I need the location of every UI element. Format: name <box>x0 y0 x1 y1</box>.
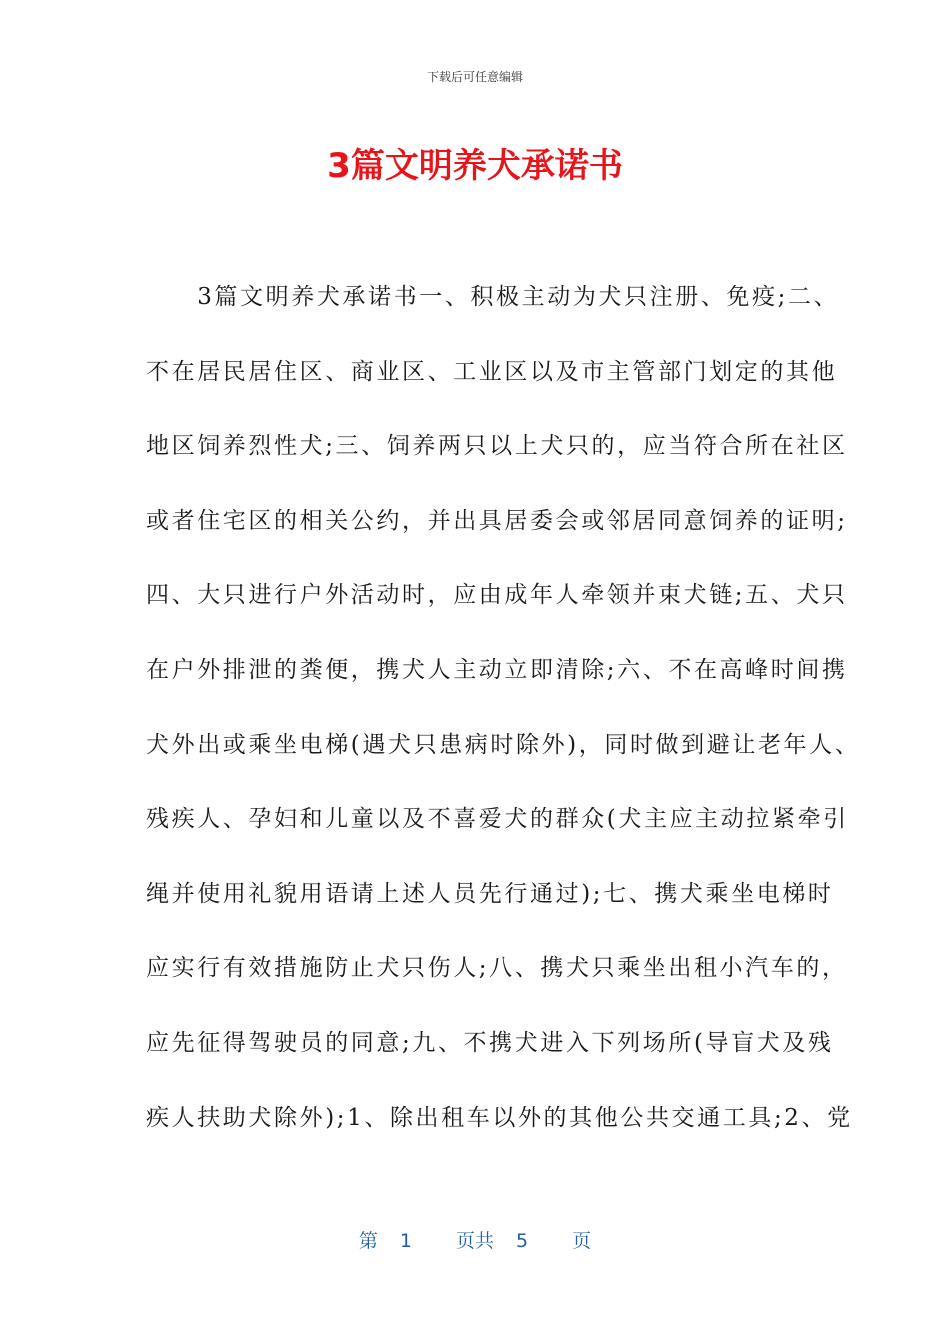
body-line: 不在居民居住区、商业区、工业区以及市主管部门划定的其他 <box>146 358 838 385</box>
body-line: 四、大只进行户外活动时，应由成年人牵领并束犬链;五、犬只 <box>146 582 848 609</box>
body-line: 疾人扶助犬除外);1、除出租车以外的其他公共交通工具;2、党 <box>146 1104 853 1131</box>
document-body <box>146 275 861 1170</box>
header-note: 下载后可任意编辑 <box>426 70 523 84</box>
document-title: 3篇文明养犬承诺书 <box>327 146 623 186</box>
footer-page-prefix: 第 <box>358 1230 378 1252</box>
footer-page-mid: 页共 <box>455 1230 494 1252</box>
footer-page-number: 1 <box>399 1230 412 1252</box>
body-line: 应先征得驾驶员的同意;九、不携犬进入下列场所(导盲犬及残 <box>146 1029 834 1056</box>
body-line: 残疾人、孕妇和儿童以及不喜爱犬的群众(犬主应主动拉紧牵引 <box>146 806 849 833</box>
footer-total-pages: 5 <box>516 1230 529 1252</box>
page-footer <box>0 1226 950 1253</box>
body-line: 或者住宅区的相关公约，并出具居委会或邻居同意饲养的证明; <box>146 507 848 534</box>
body-line: 在户外排泄的粪便，携犬人主动立即清除;六、不在高峰时间携 <box>146 656 848 683</box>
body-line: 应实行有效措施防止犬只伤人;八、携犬只乘坐出租小汽车的， <box>146 955 848 982</box>
footer-page-suffix: 页 <box>572 1230 592 1252</box>
body-line: 3篇文明养犬承诺书一、积极主动为犬只注册、免疫;二、 <box>146 284 840 310</box>
body-line: 绳并使用礼貌用语请上述人员先行通过);七、携犬乘坐电梯时 <box>146 880 834 907</box>
body-line: 地区饲养烈性犬;三、饲养两只以上犬只的，应当符合所在社区 <box>146 433 848 460</box>
body-line: 犬外出或乘坐电梯(遇犬只患病时除外)，同时做到避让老年人、 <box>146 731 861 758</box>
